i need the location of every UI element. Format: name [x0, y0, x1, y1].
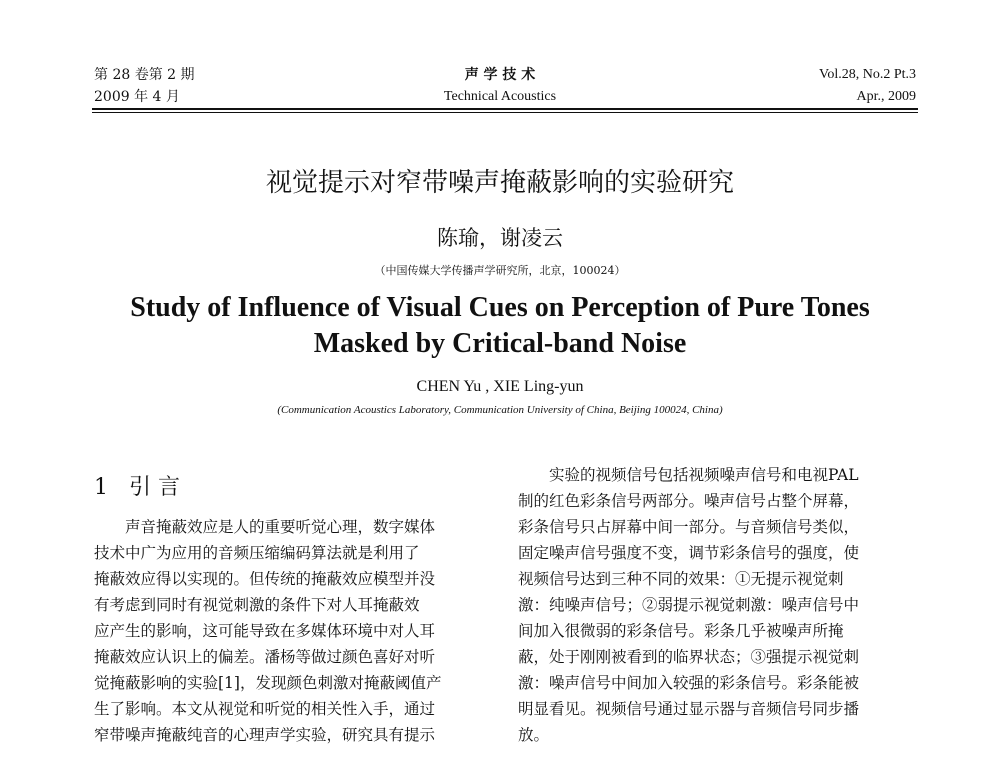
section-title: 引 言	[129, 475, 180, 500]
title-en-line-1: Study of Influence of Visual Cues on Perception of Pure Tones	[130, 292, 870, 323]
body-line: 固定噪声信号强度不变，调节彩条信号的强度，使	[518, 544, 860, 562]
header-journal-en: Technical Acoustics	[443, 89, 557, 104]
right-column	[518, 462, 918, 748]
body-line: 掩蔽效应得以实现的。但传统的掩蔽效应模型并没	[94, 570, 436, 588]
body-line: 激：纯噪声信号；②弱提示视觉刺激：噪声信号中	[518, 596, 860, 614]
header-volume-en: Vol.28, No.2 Pt.3	[819, 67, 916, 82]
body-line: 蔽，处于刚刚被看到的临界状态；③强提示视觉刺	[518, 648, 860, 666]
body-line: 放。	[518, 726, 550, 744]
body-line: 实验的视频信号包括视频噪声信号和电视PAL	[518, 466, 859, 484]
body-line: 有考虑到同时有视觉刺激的条件下对人耳掩蔽效	[94, 596, 420, 614]
body-line: 视频信号达到三种不同的效果：①无提示视觉刺	[518, 570, 844, 588]
body-line: 彩条信号只占屏幕中间一部分。与音频信号类似，	[518, 518, 860, 536]
body-line: 生了影响。本文从视觉和听觉的相关性入手，通过	[94, 700, 436, 718]
affiliation-en: (Communication Acoustics Laboratory, Communication University of China, Beijing 100024, China)	[277, 404, 723, 416]
body-line: 觉掩蔽影响的实验[1]，发现颜色刺激对掩蔽阈值产	[94, 674, 442, 692]
header-volume: 第 28 卷第 2 期	[94, 67, 195, 83]
section-number: 1	[94, 475, 108, 500]
header-journal-cn: 声 学 技 术	[464, 67, 536, 83]
body-line: 间加入很微弱的彩条信号。彩条几乎被噪声所掩	[518, 622, 844, 640]
left-column	[94, 514, 494, 748]
header-date-cn: 2009 年 4 月	[94, 89, 180, 105]
affiliation-cn: （中国传媒大学传播声学研究所，北京，100024）	[374, 264, 626, 277]
body-line: 明显看见。视频信号通过显示器与音频信号同步播	[518, 700, 860, 718]
body-line: 技术中广为应用的音频压缩编码算法就是利用了	[94, 544, 420, 562]
section-heading	[94, 470, 180, 501]
header-rule-thin	[92, 112, 918, 113]
header-date-en: Apr., 2009	[856, 89, 916, 104]
authors-en: CHEN Yu , XIE Ling-yun	[416, 378, 584, 395]
header-rule	[92, 108, 918, 110]
body-line: 声音掩蔽效应是人的重要听觉心理，数字媒体	[94, 518, 436, 536]
body-line: 窄带噪声掩蔽纯音的心理声学实验，研究具有提示	[94, 726, 436, 744]
body-line: 激：噪声信号中间加入较强的彩条信号。彩条能被	[518, 674, 860, 692]
body-line: 掩蔽效应认识上的偏差。潘杨等做过颜色喜好对听	[94, 648, 436, 666]
title-cn: 视觉提示对窄带噪声掩蔽影响的实验研究	[265, 168, 734, 198]
body-line: 应产生的影响，这可能导致在多媒体环境中对人耳	[94, 622, 436, 640]
title-en-line-2: Masked by Critical-band Noise	[313, 328, 687, 359]
body-line: 制的红色彩条信号两部分。噪声信号占整个屏幕，	[518, 492, 860, 510]
authors-cn: 陈瑜，谢凌云	[437, 226, 563, 250]
